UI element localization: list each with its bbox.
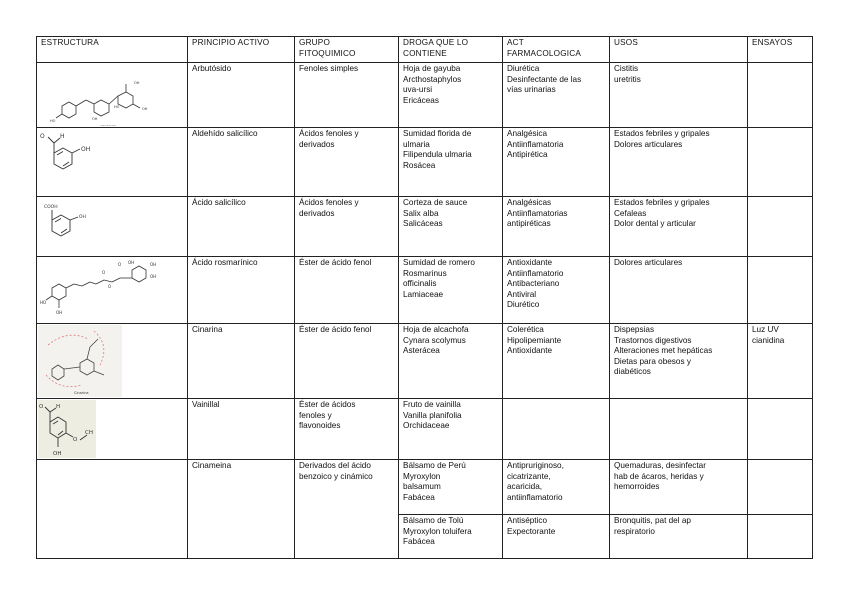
usos-cell: Dolores articulares <box>610 257 748 324</box>
svg-text:COOH: COOH <box>44 205 58 210</box>
structure-cell <box>37 197 188 257</box>
svg-text:OH: OH <box>150 262 157 267</box>
structure-cell <box>37 324 188 399</box>
svg-text:O: O <box>73 437 78 443</box>
ensayos-cell <box>748 63 813 128</box>
grupo-cell: Ácidos fenoles y derivados <box>295 128 399 197</box>
ensayos-cell <box>748 460 813 515</box>
table-row <box>37 399 813 460</box>
ensayos-cell <box>748 515 813 559</box>
act-cell: Antiséptico Expectorante <box>503 515 610 559</box>
droga-cell: Hoja de alcachofa Cynara scolymus Asterácea <box>399 324 503 399</box>
principio-cell: Aldehído salicílico <box>188 128 295 197</box>
droga-cell: Fruto de vainilla Vanilla planifolia Orchidaceae <box>399 399 503 460</box>
usos-cell: Bronquitis, pat del ap respiratorio <box>610 515 748 559</box>
svg-text:HO: HO <box>40 300 47 305</box>
svg-text:OH: OH <box>79 215 86 220</box>
svg-text:O: O <box>108 284 112 289</box>
droga-cell: Sumidad florida de ulmaria Filipendula ulmaria Rosácea <box>399 128 503 197</box>
usos-cell: Estados febriles y gripales Dolores articulares <box>610 128 748 197</box>
principio-cell: Cinarina <box>188 324 295 399</box>
svg-text:H: H <box>56 404 61 410</box>
structure-cell <box>37 460 188 559</box>
svg-text:OH: OH <box>56 310 63 315</box>
principio-cell: Vainillal <box>188 399 295 460</box>
usos-cell: Cistitis uretritis <box>610 63 748 128</box>
table-row <box>37 63 813 128</box>
svg-text:OH: OH <box>134 81 140 85</box>
svg-text:O: O <box>39 404 44 410</box>
usos-cell: Estados febriles y gripales Cefaleas Dolor dental y articular <box>610 197 748 257</box>
header-row <box>37 37 813 63</box>
droga-cell: Corteza de sauce Salix alba Salicáceas <box>399 197 503 257</box>
grupo-cell: Éster de ácido fenol <box>295 324 399 399</box>
act-cell: Diurética Desinfectante de las vías urinarias <box>503 63 610 128</box>
droga-cell: Hoja de gayuba Arcthostaphylos uva-ursi Ericáceas <box>399 63 503 128</box>
svg-text:OH: OH <box>92 117 98 121</box>
table-row <box>37 460 813 515</box>
act-cell: Colerética Hipolipemiante Antioxidante <box>503 324 610 399</box>
ensayos-cell <box>748 399 813 460</box>
svg-text:Cinarina: Cinarina <box>74 391 89 395</box>
header-estructura: ESTRUCTURA <box>37 37 188 63</box>
principio-cell: Ácido rosmarínico <box>188 257 295 324</box>
usos-cell: Quemaduras, desinfectar hab de ácaros, heridas y hemorroides <box>610 460 748 515</box>
principio-cell: Arbutósido <box>188 63 295 128</box>
svg-text:OH: OH <box>53 451 62 457</box>
ensayos-cell <box>748 257 813 324</box>
act-cell: Analgésicas Antiinflamatorias antipiréticas <box>503 197 610 257</box>
svg-text:H: H <box>60 133 65 140</box>
salicylaldehyde-structure-icon <box>38 129 98 181</box>
svg-text:OH: OH <box>142 107 148 111</box>
svg-text:O: O <box>118 262 122 267</box>
grupo-cell: Ácidos fenoles y derivados <box>295 197 399 257</box>
header-principio-activo: PRINCIPIO ACTIVO <box>188 37 295 63</box>
droga-cell: Bálsamo de Tolú Myroxylon toluifera Fabácea <box>399 515 503 559</box>
usos-cell: Dispepsias Trastornos digestivos Alteraciones met hepáticas Dietas para obesos y diabéticos <box>610 324 748 399</box>
rosmarinic-acid-structure-icon <box>38 258 186 316</box>
phytochemistry-table <box>36 36 813 559</box>
act-cell <box>503 399 610 460</box>
act-cell: Antioxidante Antiinflamatorio Antibacteriano Antiviral Diurético <box>503 257 610 324</box>
principio-cell: Cinameina <box>188 460 295 559</box>
vanillin-structure-icon <box>38 400 96 458</box>
ensayos-cell <box>748 128 813 197</box>
act-cell: Antipruriginoso, cicatrizante, acaricida, antiinflamatorio <box>503 460 610 515</box>
cynarin-structure-icon <box>38 325 122 397</box>
grupo-cell: Fenoles simples <box>295 63 399 128</box>
svg-text:HO: HO <box>50 119 56 123</box>
header-act-farmacologica: ACT FARMACOLOGICA <box>503 37 610 63</box>
svg-text:O: O <box>102 270 106 275</box>
header-ensayos: ENSAYOS <box>748 37 813 63</box>
header-grupo-fitoquimico: GRUPO FITOQUIMICO <box>295 37 399 63</box>
structure-cell <box>37 399 188 460</box>
arbutin-structure-icon <box>38 64 168 126</box>
salicylic-acid-structure-icon <box>38 198 98 248</box>
svg-text:OH: OH <box>128 260 135 265</box>
svg-text:OH: OH <box>150 274 157 279</box>
grupo-cell: Éster de ácido fenol <box>295 257 399 324</box>
svg-text:CH: CH <box>85 430 93 436</box>
table-row <box>37 128 813 197</box>
grupo-cell: Éster de ácidos fenoles y flavonoides <box>295 399 399 460</box>
header-usos: USOS <box>610 37 748 63</box>
structure-cell <box>37 128 188 197</box>
svg-text:Arbutósido: Arbutósido <box>100 124 117 126</box>
grupo-cell: Derivados del ácido benzoico y cinámico <box>295 460 399 559</box>
structure-cell <box>37 257 188 324</box>
svg-text:O: O <box>40 133 45 140</box>
table-row <box>37 324 813 399</box>
structure-cell <box>37 63 188 128</box>
droga-cell: Bálsamo de Perú Myroxylon balsamum Fabácea <box>399 460 503 515</box>
table-row <box>37 197 813 257</box>
table-row <box>37 257 813 324</box>
act-cell: Analgésica Antiinflamatoria Antipirética <box>503 128 610 197</box>
droga-cell: Sumidad de romero Rosmarinus officinalis Lamiaceae <box>399 257 503 324</box>
svg-text:OH: OH <box>81 146 91 153</box>
principio-cell: Ácido salicílico <box>188 197 295 257</box>
ensayos-cell <box>748 197 813 257</box>
svg-text:HO: HO <box>114 105 120 109</box>
header-droga: DROGA QUE LO CONTIENE <box>399 37 503 63</box>
ensayos-cell: Luz UV cianidina <box>748 324 813 399</box>
usos-cell <box>610 399 748 460</box>
